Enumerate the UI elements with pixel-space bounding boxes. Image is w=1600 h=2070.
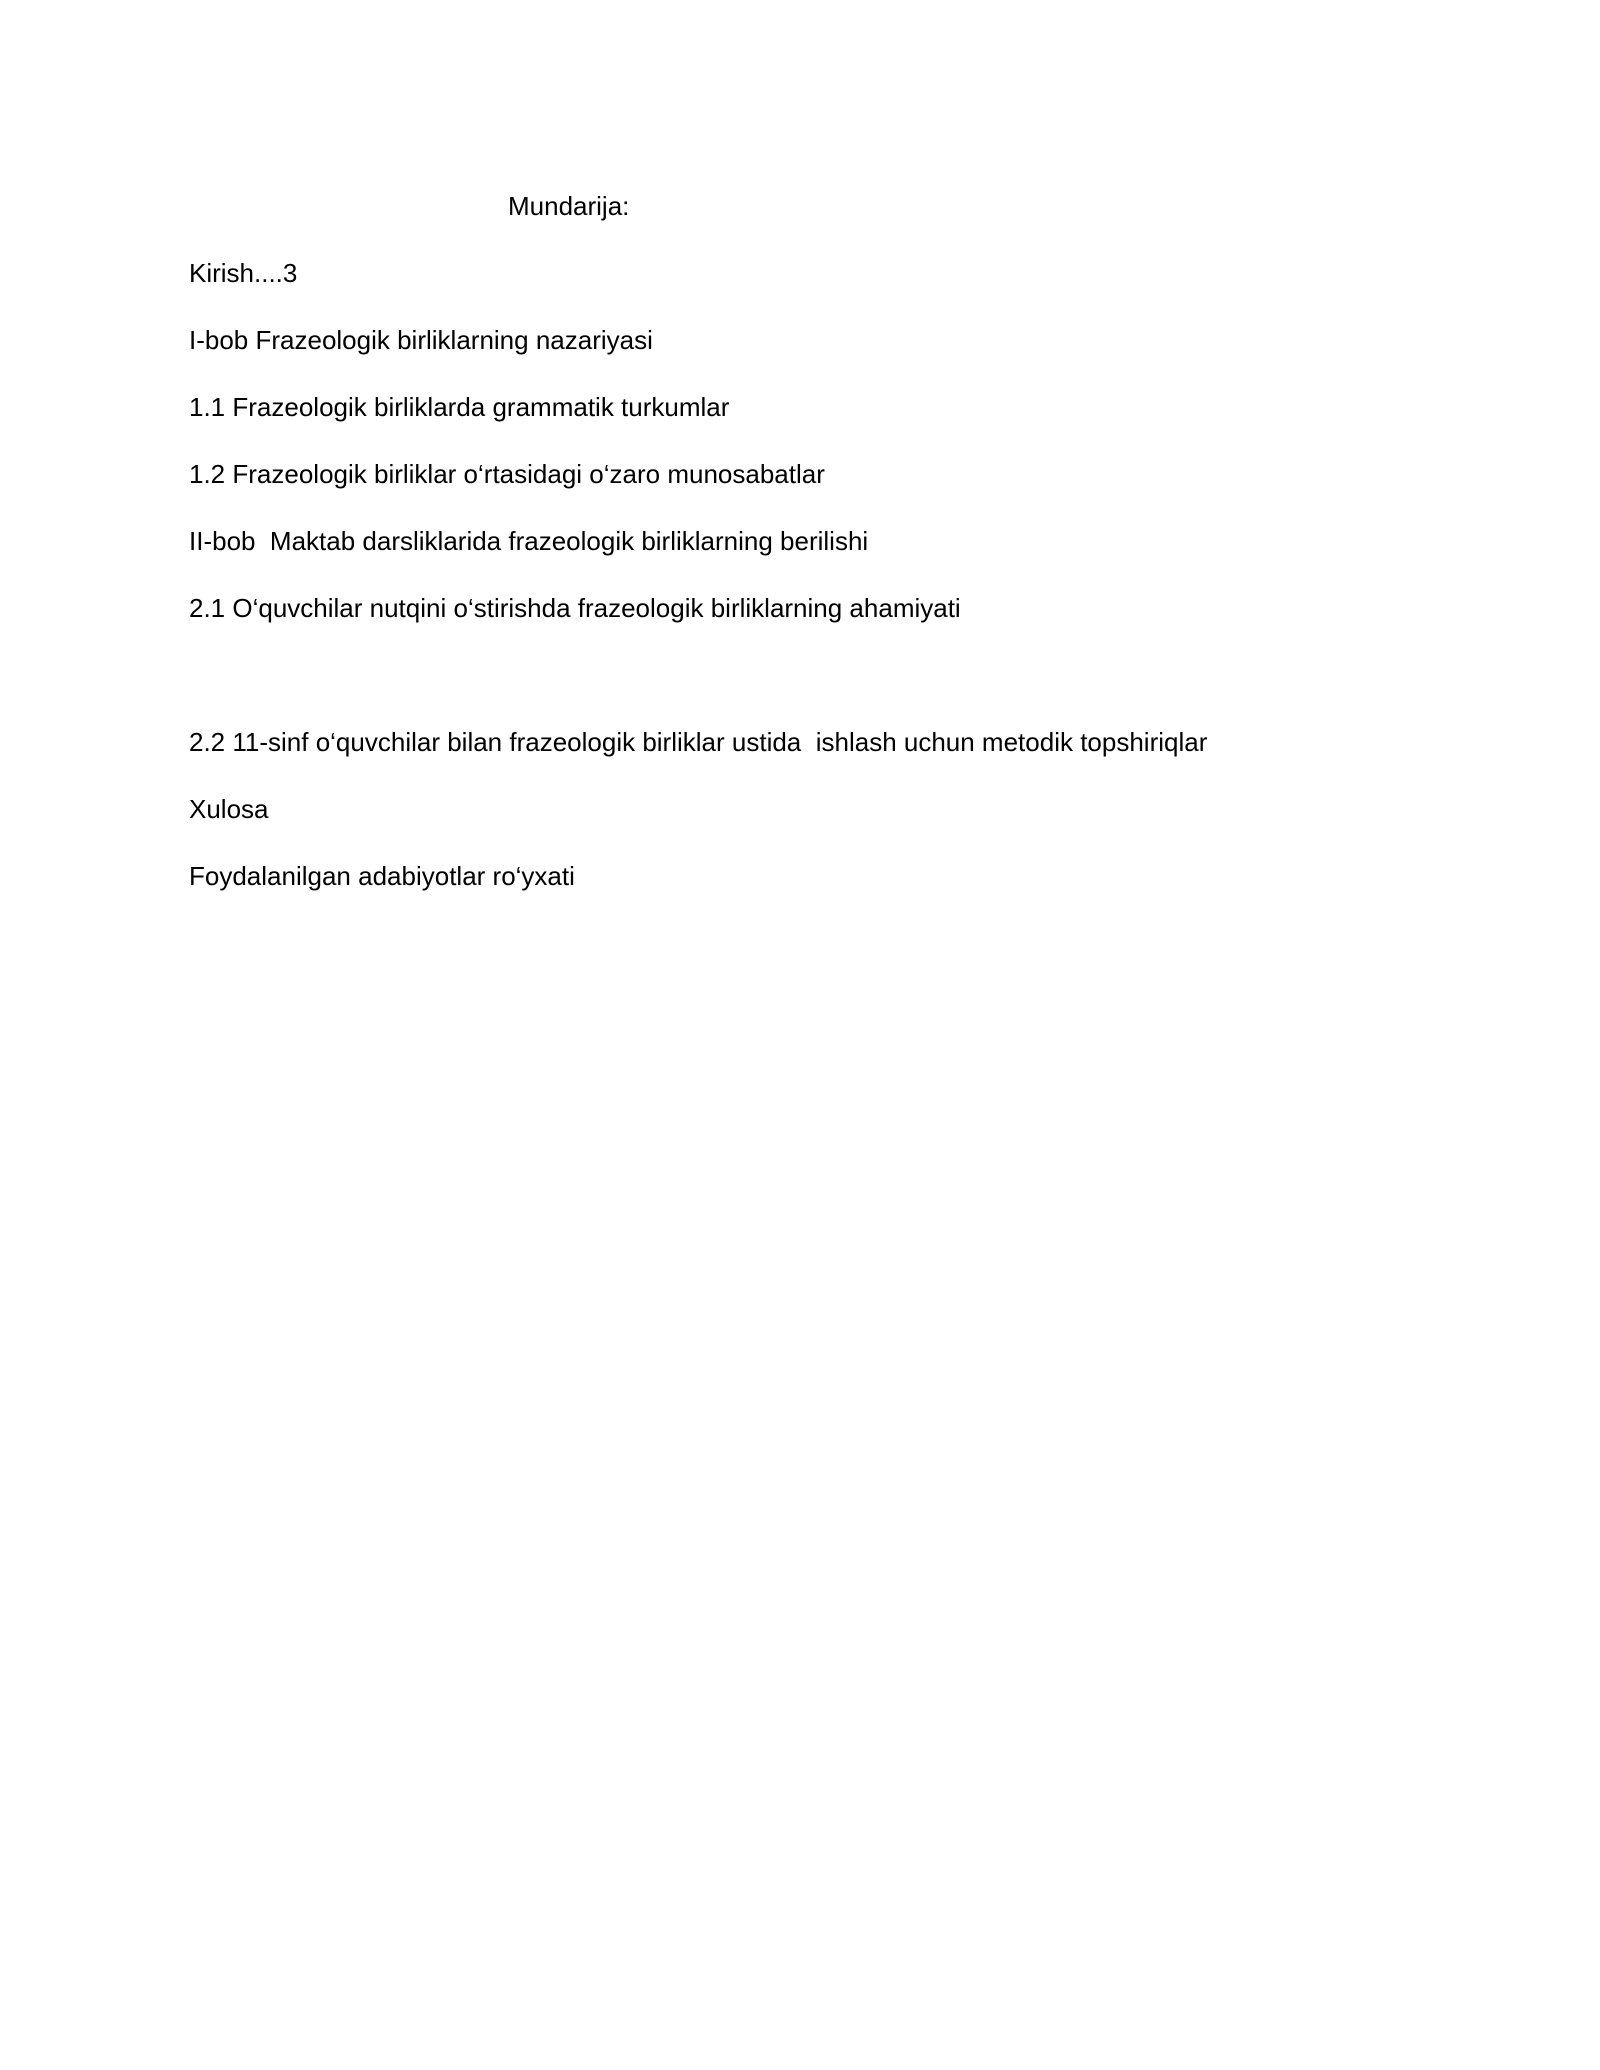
toc-title: Mundarija: (508, 191, 630, 221)
toc-entry-chapter-2: II-bob Maktab darsliklarida frazeologik birliklarning berilishi (189, 526, 869, 556)
toc-entry-chapter-1: I-bob Frazeologik birliklarning nazariyasi (189, 325, 653, 355)
toc-entry-section-1-2: 1.2 Frazeologik birliklar o‘rtasidagi o‘zaro munosabatlar (189, 459, 825, 489)
toc-entry-references: Foydalanilgan adabiyotlar ro‘yxati (189, 861, 575, 891)
toc-entry-section-2-2: 2.2 11-sinf o‘quvchilar bilan frazeologik birliklar ustida ishlash uchun metodik topshiriqlar (189, 727, 1208, 757)
toc-entry-conclusion: Xulosa (189, 794, 269, 824)
toc-entry-section-2-1: 2.1 O‘quvchilar nutqini o‘stirishda frazeologik birliklarning ahamiyati (189, 593, 961, 623)
toc-entry-section-1-1: 1.1 Frazeologik birliklarda grammatik turkumlar (189, 392, 730, 422)
toc-entry-introduction: Kirish....3 (189, 258, 298, 288)
